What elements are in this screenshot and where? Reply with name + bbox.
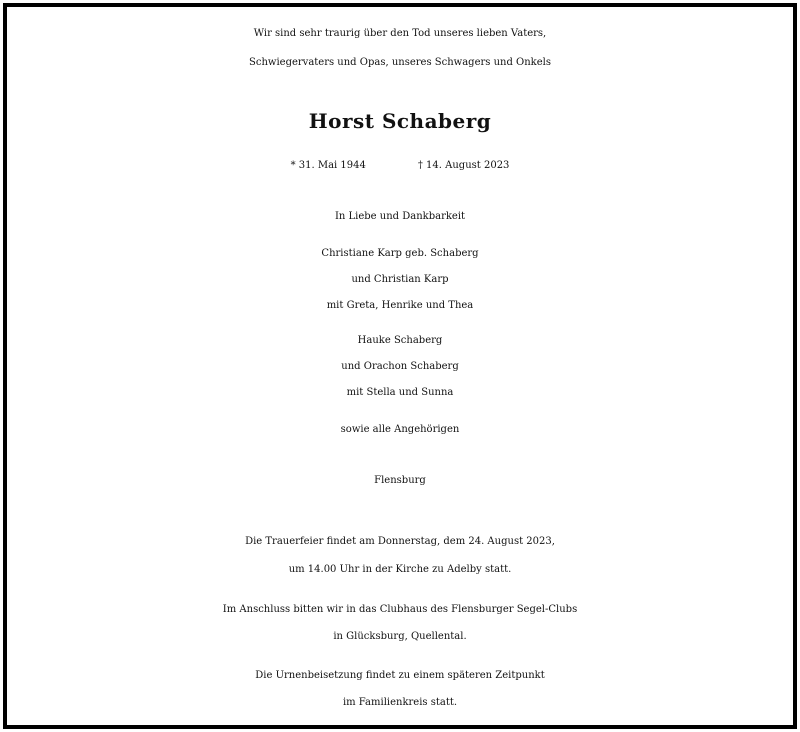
- service-line-2: um 14.00 Uhr in der Kirche zu Adelby statt.: [288, 564, 512, 575]
- mourners-heading: In Liebe und Dankbarkeit: [334, 211, 466, 222]
- family-2-line-2: und Orachon Schaberg: [341, 361, 459, 372]
- relatives-line: sowie alle Angehörigen: [340, 424, 460, 435]
- deceased-name: Horst Schaberg: [308, 109, 492, 133]
- family-1-line-2: und Christian Karp: [351, 274, 449, 285]
- place-line: Flensburg: [374, 475, 426, 486]
- death-date: † 14. August 2023: [417, 160, 510, 171]
- obituary-notice: [3, 3, 797, 729]
- service-line-3: Im Anschluss bitten wir in das Clubhaus des Flensburger Segel-Clubs: [222, 604, 578, 615]
- family-1-line-1: Christiane Karp geb. Schaberg: [321, 248, 479, 259]
- service-line-1: Die Trauerfeier findet am Donnerstag, dem 24. August 2023,: [245, 536, 555, 547]
- service-line-6: im Familienkreis statt.: [342, 697, 458, 708]
- life-dates: [7, 154, 793, 178]
- intro-line-1: Wir sind sehr traurig über den Tod unseres lieben Vaters,: [253, 28, 547, 39]
- service-line-5: Die Urnenbeisetzung findet zu einem späteren Zeitpunkt: [255, 670, 545, 681]
- intro-line-2: Schwiegervaters und Opas, unseres Schwagers und Onkels: [249, 57, 551, 68]
- family-1-line-3: mit Greta, Henrike und Thea: [326, 300, 474, 311]
- birth-date: * 31. Mai 1944: [290, 160, 366, 171]
- service-line-4: in Glücksburg, Quellental.: [333, 631, 467, 642]
- family-2-line-1: Hauke Schaberg: [357, 335, 443, 346]
- family-2-line-3: mit Stella und Sunna: [346, 387, 454, 398]
